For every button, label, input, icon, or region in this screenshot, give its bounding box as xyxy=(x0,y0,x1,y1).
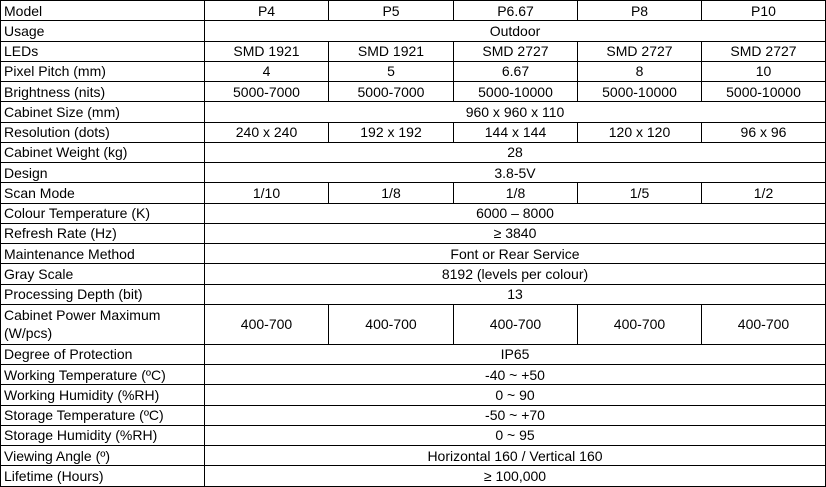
header-label: Model xyxy=(1,1,205,21)
row-value: 1/8 xyxy=(454,183,578,203)
row-value: 192 x 192 xyxy=(329,122,454,142)
table-row xyxy=(1,41,826,61)
row-value: 5000-7000 xyxy=(205,82,329,102)
row-value: 4 xyxy=(205,61,329,81)
row-label: Cabinet Size (mm) xyxy=(1,102,205,122)
row-label: Scan Mode xyxy=(1,183,205,203)
row-label: Working Humidity (%RH) xyxy=(1,385,205,405)
row-span-value: 960 x 960 x 110 xyxy=(205,102,826,122)
row-span-value: 3.8-5V xyxy=(205,163,826,183)
row-span-value: -40 ~ +50 xyxy=(205,365,826,385)
table-row xyxy=(1,61,826,81)
table-row xyxy=(1,82,826,102)
row-value: 10 xyxy=(702,61,826,81)
table-row xyxy=(1,284,826,304)
row-span-value: 8192 (levels per colour) xyxy=(205,264,826,284)
row-label: Design xyxy=(1,163,205,183)
row-label: Cabinet Power Maximum (W/pcs) xyxy=(1,304,205,344)
row-value: 120 x 120 xyxy=(578,122,702,142)
row-value: SMD 2727 xyxy=(454,41,578,61)
row-label: Working Temperature (ºC) xyxy=(1,365,205,385)
row-value: 1/8 xyxy=(329,183,454,203)
model-p10: P10 xyxy=(702,1,826,21)
row-label: LEDs xyxy=(1,41,205,61)
row-label: Refresh Rate (Hz) xyxy=(1,223,205,243)
row-span-value: 6000 – 8000 xyxy=(205,203,826,223)
row-label: Usage xyxy=(1,21,205,41)
table-row xyxy=(1,405,826,425)
row-label: Degree of Protection xyxy=(1,344,205,364)
row-value: 144 x 144 xyxy=(454,122,578,142)
model-p5: P5 xyxy=(329,1,454,21)
row-span-value: 13 xyxy=(205,284,826,304)
row-value: 6.67 xyxy=(454,61,578,81)
table-row xyxy=(1,102,826,122)
table-row xyxy=(1,446,826,466)
row-span-value: Outdoor xyxy=(205,21,826,41)
table-row xyxy=(1,183,826,203)
row-label: Storage Temperature (ºC) xyxy=(1,405,205,425)
table-row xyxy=(1,223,826,243)
table-row xyxy=(1,344,826,364)
row-value: 1/10 xyxy=(205,183,329,203)
row-span-value: 0 ~ 95 xyxy=(205,425,826,445)
table-row xyxy=(1,122,826,142)
row-value: 1/2 xyxy=(702,183,826,203)
row-value: SMD 1921 xyxy=(329,41,454,61)
row-value: 400-700 xyxy=(702,304,826,344)
row-value: 400-700 xyxy=(205,304,329,344)
row-value: 5000-10000 xyxy=(454,82,578,102)
row-span-value: ≥ 100,000 xyxy=(205,466,826,486)
row-label: Lifetime (Hours) xyxy=(1,466,205,486)
table-row xyxy=(1,163,826,183)
row-span-value: 28 xyxy=(205,142,826,162)
row-span-value: IP65 xyxy=(205,344,826,364)
row-label: Maintenance Method xyxy=(1,244,205,264)
table-row xyxy=(1,304,826,344)
row-label: Gray Scale xyxy=(1,264,205,284)
table-row xyxy=(1,466,826,486)
table-row xyxy=(1,365,826,385)
table-row xyxy=(1,425,826,445)
row-label: Cabinet Weight (kg) xyxy=(1,142,205,162)
row-label: Processing Depth (bit) xyxy=(1,284,205,304)
header-row xyxy=(1,1,826,21)
row-span-value: ≥ 3840 xyxy=(205,223,826,243)
model-p8: P8 xyxy=(578,1,702,21)
row-value: 240 x 240 xyxy=(205,122,329,142)
row-label: Pixel Pitch (mm) xyxy=(1,61,205,81)
row-value: 5000-10000 xyxy=(702,82,826,102)
spec-table-body xyxy=(1,1,826,487)
row-span-value: Font or Rear Service xyxy=(205,244,826,264)
row-value: 400-700 xyxy=(329,304,454,344)
row-value: 400-700 xyxy=(454,304,578,344)
table-row xyxy=(1,21,826,41)
table-row xyxy=(1,142,826,162)
model-p4: P4 xyxy=(205,1,329,21)
row-label: Viewing Angle (º) xyxy=(1,446,205,466)
row-value: 5000-10000 xyxy=(578,82,702,102)
table-row xyxy=(1,264,826,284)
row-value: 400-700 xyxy=(578,304,702,344)
row-value: SMD 2727 xyxy=(702,41,826,61)
row-value: 5 xyxy=(329,61,454,81)
table-row xyxy=(1,203,826,223)
row-label: Colour Temperature (K) xyxy=(1,203,205,223)
row-value: SMD 2727 xyxy=(578,41,702,61)
row-value: 96 x 96 xyxy=(702,122,826,142)
row-label: Storage Humidity (%RH) xyxy=(1,425,205,445)
row-span-value: Horizontal 160 / Vertical 160 xyxy=(205,446,826,466)
table-row xyxy=(1,385,826,405)
row-value: 1/5 xyxy=(578,183,702,203)
row-label: Brightness (nits) xyxy=(1,82,205,102)
row-value: 8 xyxy=(578,61,702,81)
row-label: Resolution (dots) xyxy=(1,122,205,142)
row-value: SMD 1921 xyxy=(205,41,329,61)
row-value: 5000-7000 xyxy=(329,82,454,102)
row-span-value: -50 ~ +70 xyxy=(205,405,826,425)
model-p6-67: P6.67 xyxy=(454,1,578,21)
row-span-value: 0 ~ 90 xyxy=(205,385,826,405)
table-row xyxy=(1,244,826,264)
